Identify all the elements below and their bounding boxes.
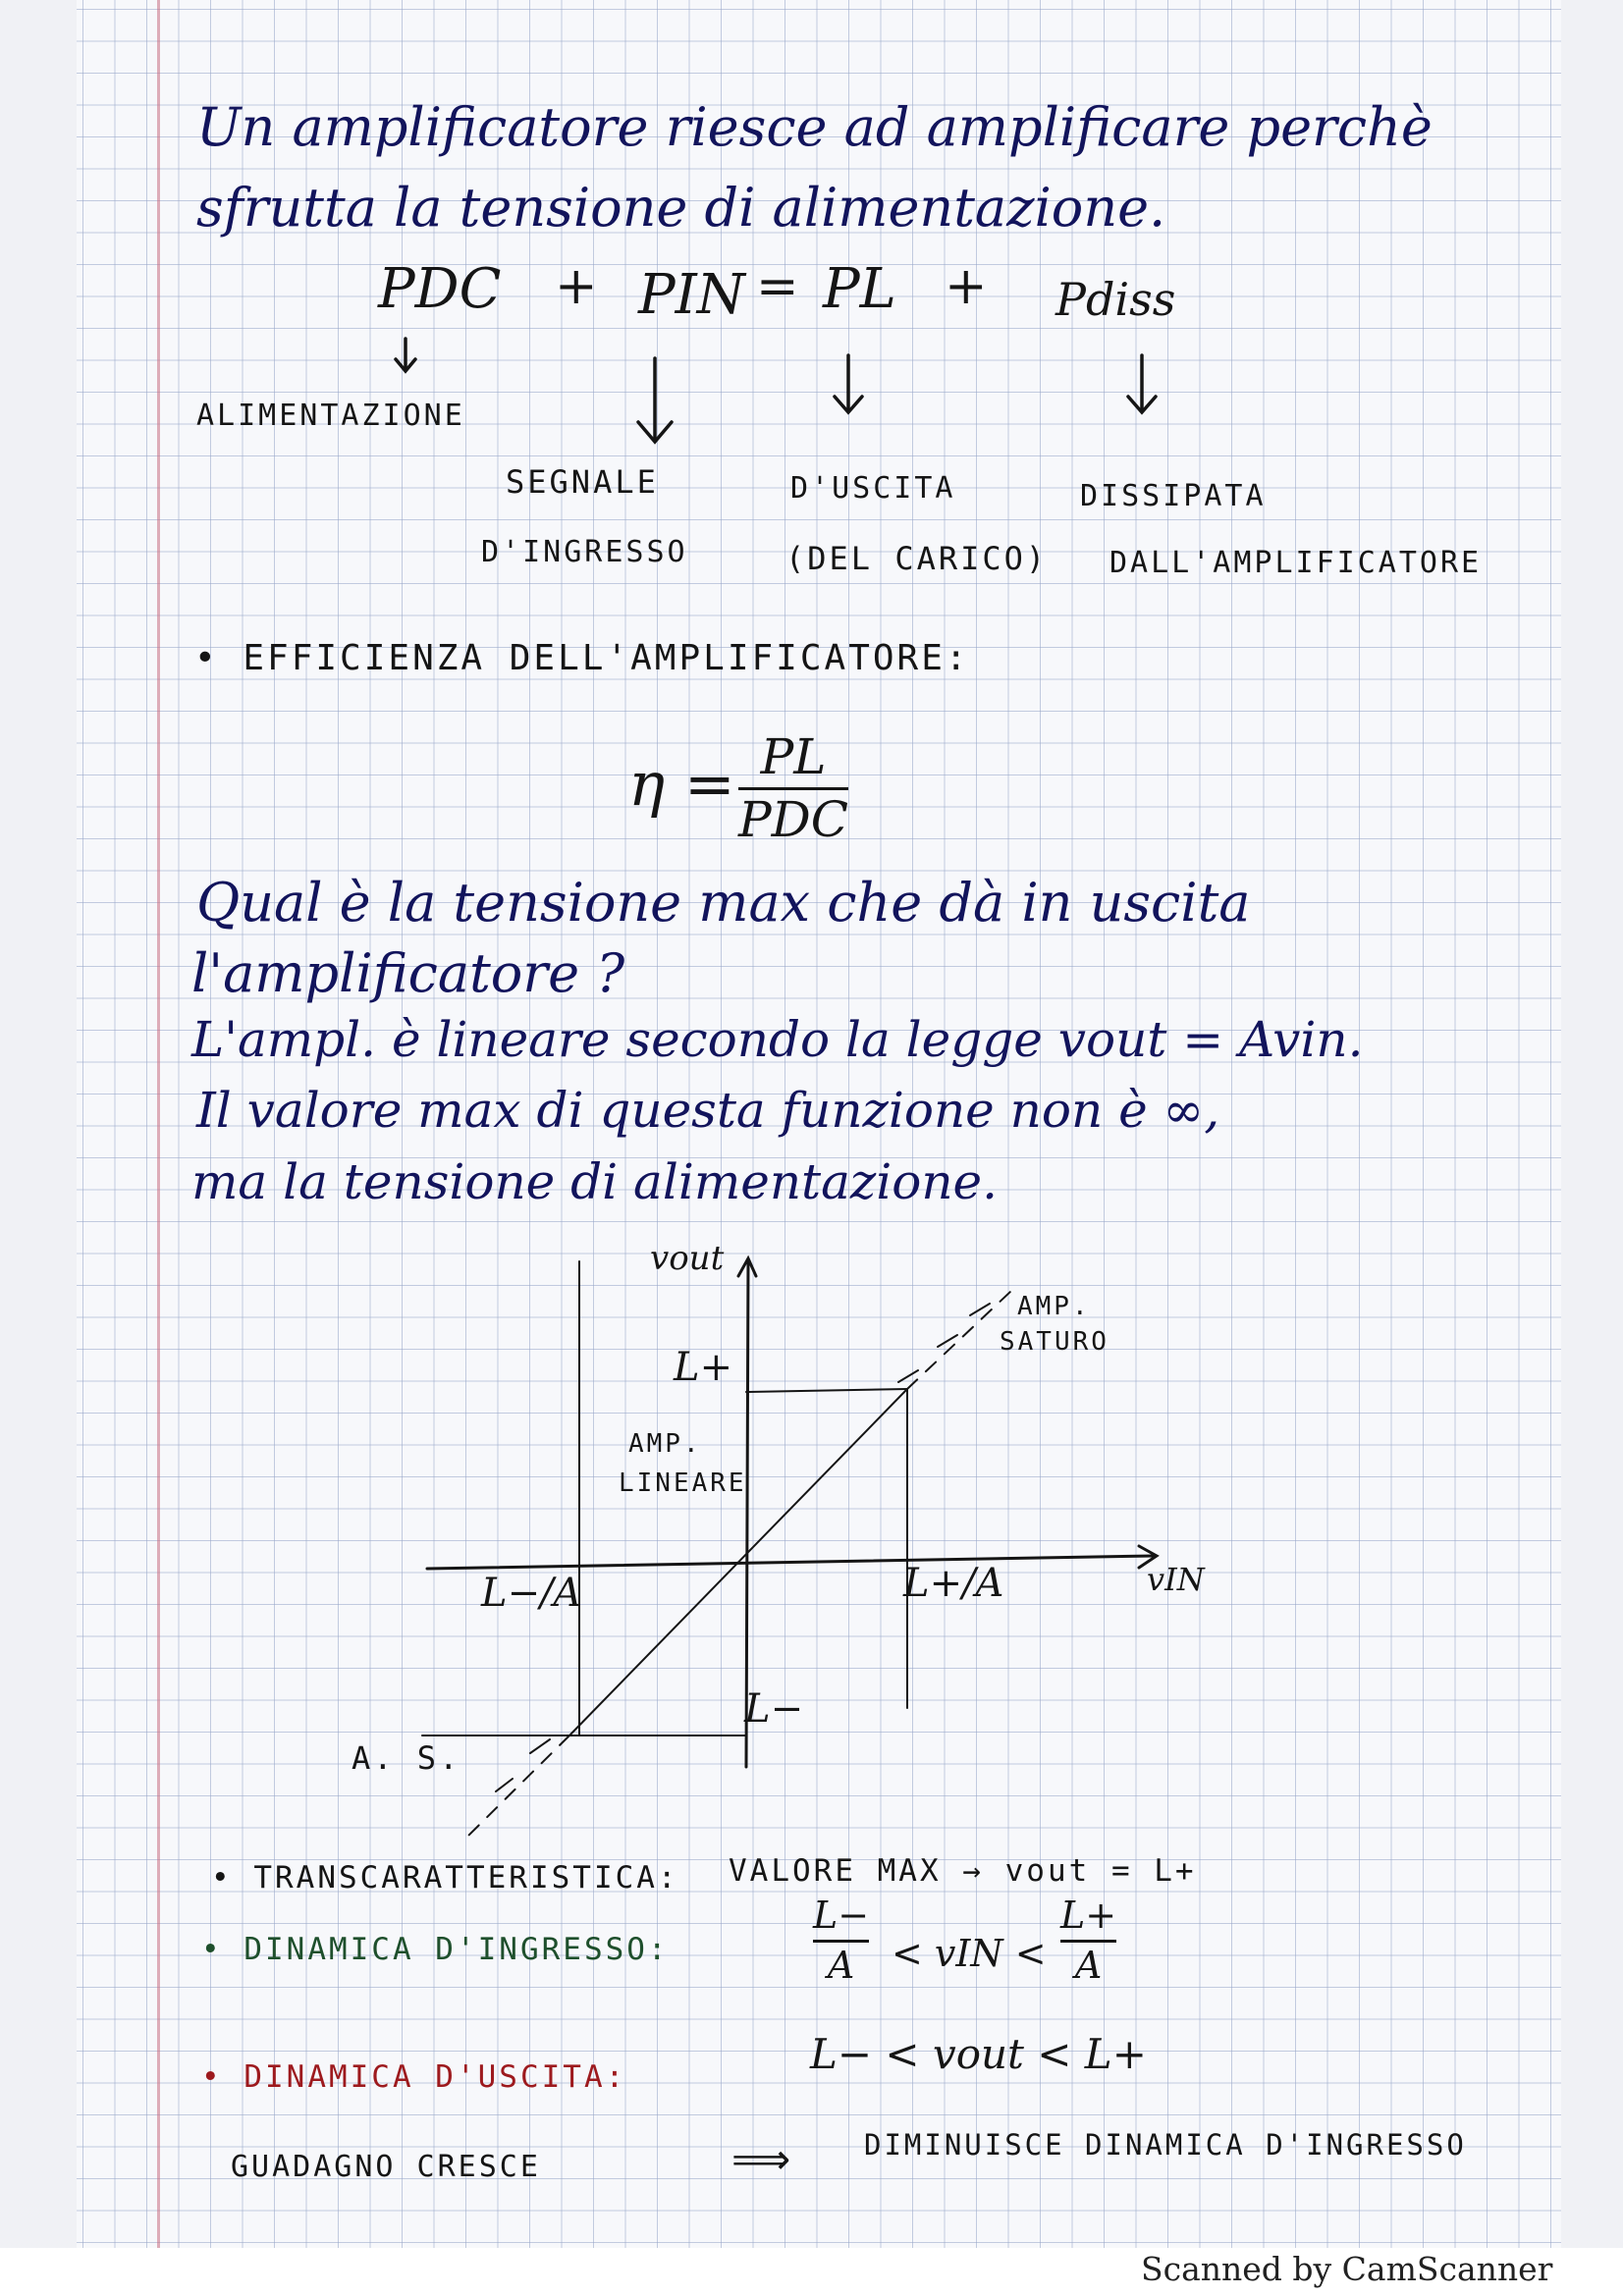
label-carico: (DEL CARICO) xyxy=(785,540,1049,577)
efficiency-heading: • EFFICIENZA DELL'AMPLIFICATORE: xyxy=(194,638,970,678)
upper-saturation-line xyxy=(746,1389,907,1392)
p-dc-term: PDC xyxy=(378,257,502,321)
efficiency-denominator: PDC xyxy=(738,790,848,848)
explanation-line-2: Il valore max di questa funzione non è ∞, xyxy=(196,1082,1220,1139)
input-dynamics-middle: < vIN < xyxy=(892,1932,1047,1975)
input-frac1-den: A xyxy=(827,1943,855,1987)
label-uscita: D'USCITA xyxy=(790,471,956,506)
x-axis xyxy=(427,1556,1154,1569)
label-alimentazione: ALIMENTAZIONE xyxy=(196,399,465,433)
implies-arrow: ⟹ xyxy=(731,2135,791,2183)
graph-l-minus-over-a: L−/A xyxy=(481,1571,582,1616)
graph-y-label: vout xyxy=(650,1239,725,1278)
label-amplificatore: DALL'AMPLIFICATORE xyxy=(1109,546,1483,580)
input-frac1-num: L− xyxy=(813,1894,870,1937)
efficiency-numerator: PL xyxy=(760,728,827,785)
tick-2 xyxy=(496,1779,513,1791)
graph-l-plus-over-a: L+/A xyxy=(903,1561,1004,1606)
input-fraction-2 xyxy=(1060,1896,1116,1986)
plus-sign-1: + xyxy=(555,257,598,316)
explanation-line-3: ma la tensione di alimentazione. xyxy=(191,1153,999,1210)
plus-sign-2: + xyxy=(945,257,988,316)
transfer-value: VALORE MAX → vout = L+ xyxy=(729,1853,1197,1889)
label-dissipata: DISSIPATA xyxy=(1080,479,1267,513)
lower-dashed-extension xyxy=(463,1735,569,1841)
label-ingresso: D'INGRESSO xyxy=(481,535,688,569)
input-frac2-den: A xyxy=(1074,1943,1103,1987)
equals-sign: = xyxy=(756,257,799,316)
input-frac1-bar xyxy=(813,1940,869,1943)
p-l-term: PL xyxy=(823,257,896,321)
graph-as-label: A. S. xyxy=(352,1739,461,1777)
input-dynamics-label: • DINAMICA D'INGRESSO: xyxy=(201,1932,670,1967)
input-frac2-bar xyxy=(1060,1940,1116,1943)
input-frac2-num: L+ xyxy=(1060,1894,1117,1937)
intro-line-2: sfrutta la tensione di alimentazione. xyxy=(196,177,1166,239)
question-line-1: Qual è la tensione max che dà in uscita xyxy=(196,872,1251,934)
label-segnale: SEGNALE xyxy=(506,463,659,501)
transfer-label: • TRANSCARATTERISTICA: xyxy=(211,1860,679,1896)
gain-label: GUADAGNO CRESCE xyxy=(231,2150,541,2184)
upper-dashed-extension xyxy=(907,1291,1011,1389)
intro-line-1: Un amplificatore riesce ad amplificare perchè xyxy=(196,96,1433,158)
gain-result: DIMINUISCE DINAMICA D'INGRESSO xyxy=(864,2128,1467,2162)
p-diss-term: Pdiss xyxy=(1055,273,1176,326)
scanner-footer: Scanned by CamScanner xyxy=(1141,2250,1553,2288)
graph-saturated-1: AMP. xyxy=(1017,1292,1091,1321)
question-line-2: l'amplificatore ? xyxy=(191,942,625,1004)
graph-saturated-2: SATURO xyxy=(1000,1327,1109,1357)
graph-linear-1: AMP. xyxy=(628,1429,702,1459)
eta-symbol: η = xyxy=(628,748,735,820)
graph-x-label: vIN xyxy=(1147,1561,1205,1598)
tick-1 xyxy=(530,1739,550,1753)
p-in-term: PIN xyxy=(638,263,745,327)
output-dynamics-value: L− < vout < L+ xyxy=(810,2030,1147,2078)
input-fraction-1 xyxy=(813,1896,869,1986)
output-dynamics-label: • DINAMICA D'USCITA: xyxy=(201,2059,627,2095)
graph-linear-2: LINEARE xyxy=(619,1468,747,1498)
explanation-line-1: L'ampl. è lineare secondo la legge vout = Avin. xyxy=(191,1011,1364,1068)
graph-l-plus: L+ xyxy=(674,1345,733,1390)
graph-l-minus: L− xyxy=(744,1686,804,1732)
